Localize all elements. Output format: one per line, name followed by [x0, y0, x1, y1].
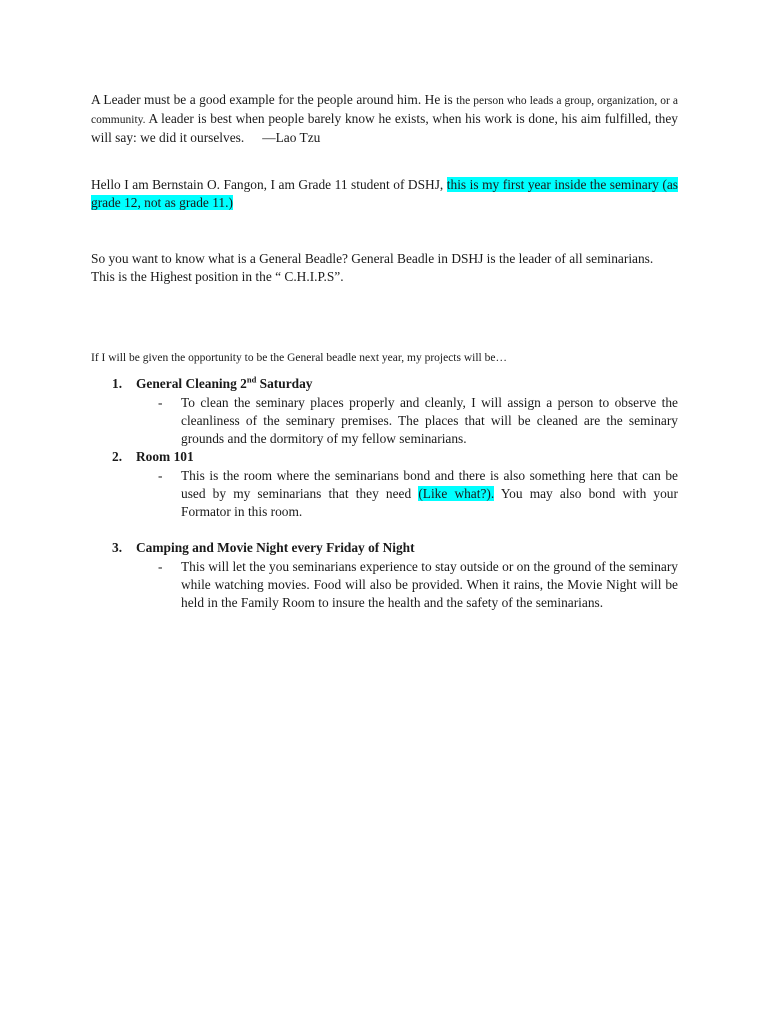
- projects-list: [91, 375, 678, 612]
- quote-part-3: A leader is best when people barely know he exists, when his work is done, his aim fulfilled, they will say: we did it ourselves.: [91, 111, 678, 145]
- dash-bullet: -: [158, 395, 163, 410]
- project-number: 3.: [112, 540, 123, 555]
- project-title-superscript: nd: [246, 374, 257, 385]
- project-title: Room 101: [136, 449, 194, 464]
- project-title: Camping and Movie Night every Friday of Night: [136, 540, 415, 555]
- lao-tzu-quote: [91, 91, 678, 147]
- project-detail-text: This will let the you seminarians experience to stay outside or on the ground of the seminary while watching movies. Food will also be provided. When it rains, the Movie Night will be held in the Family Room to insure the health and the safety of the seminarians.: [181, 559, 678, 610]
- general-beadle-paragraph: [91, 250, 678, 286]
- detail-text-after: You may also bond with your Formator in this room.: [181, 486, 678, 519]
- intro-text: Hello I am Bernstain O. Fangon, I am Grade 11 student of DSHJ,: [91, 177, 447, 192]
- intro-highlighted-text: this is my first year inside the seminary (as grade 12, not as grade 11.): [91, 177, 678, 210]
- detail-text-before: This is the room where the seminarians bond and there is also something here that can be used by my seminarians that they need: [181, 468, 678, 501]
- project-number: 2.: [112, 449, 123, 464]
- dash-bullet: -: [158, 559, 163, 574]
- intro-paragraph: [91, 176, 678, 212]
- quote-part-1: A Leader must be a good example for the people around him. He is: [91, 92, 457, 107]
- dash-bullet: -: [158, 468, 163, 483]
- beadle-line-2: This is the Highest position in the “ C.H.I.P.S”.: [91, 269, 344, 284]
- projects-lead-in: If I will be given the opportunity to be the General beadle next year, my projects will be…: [91, 352, 507, 364]
- project-item-2: [91, 448, 678, 521]
- project-detail-text: To clean the seminary places properly and cleanly, I will assign a person to observe the cleanliness of the seminary premises. The places that will be cleaned are the seminary grounds and the dormitory of my fellow seminarians.: [181, 395, 678, 446]
- project-item-3: [91, 539, 678, 612]
- project-detail: [91, 558, 678, 612]
- project-title-main: General Cleaning 2: [136, 376, 247, 391]
- project-title-rest: Saturday: [256, 376, 313, 391]
- project-detail: [91, 394, 678, 448]
- project-detail: [91, 467, 678, 521]
- project-detail-text: [181, 467, 678, 521]
- project-title: [136, 376, 313, 391]
- document-page: [91, 91, 678, 612]
- project-item-1: [91, 375, 678, 448]
- quote-author: —Lao Tzu: [262, 130, 321, 145]
- quote-part-2: the person who leads a group, organization, or a community.: [91, 95, 678, 126]
- beadle-line-1: So you want to know what is a General Beadle? General Beadle in DSHJ is the leader of all seminarians.: [91, 251, 654, 266]
- detail-highlighted-text: (Like what?).: [418, 486, 495, 501]
- project-number: 1.: [112, 376, 123, 391]
